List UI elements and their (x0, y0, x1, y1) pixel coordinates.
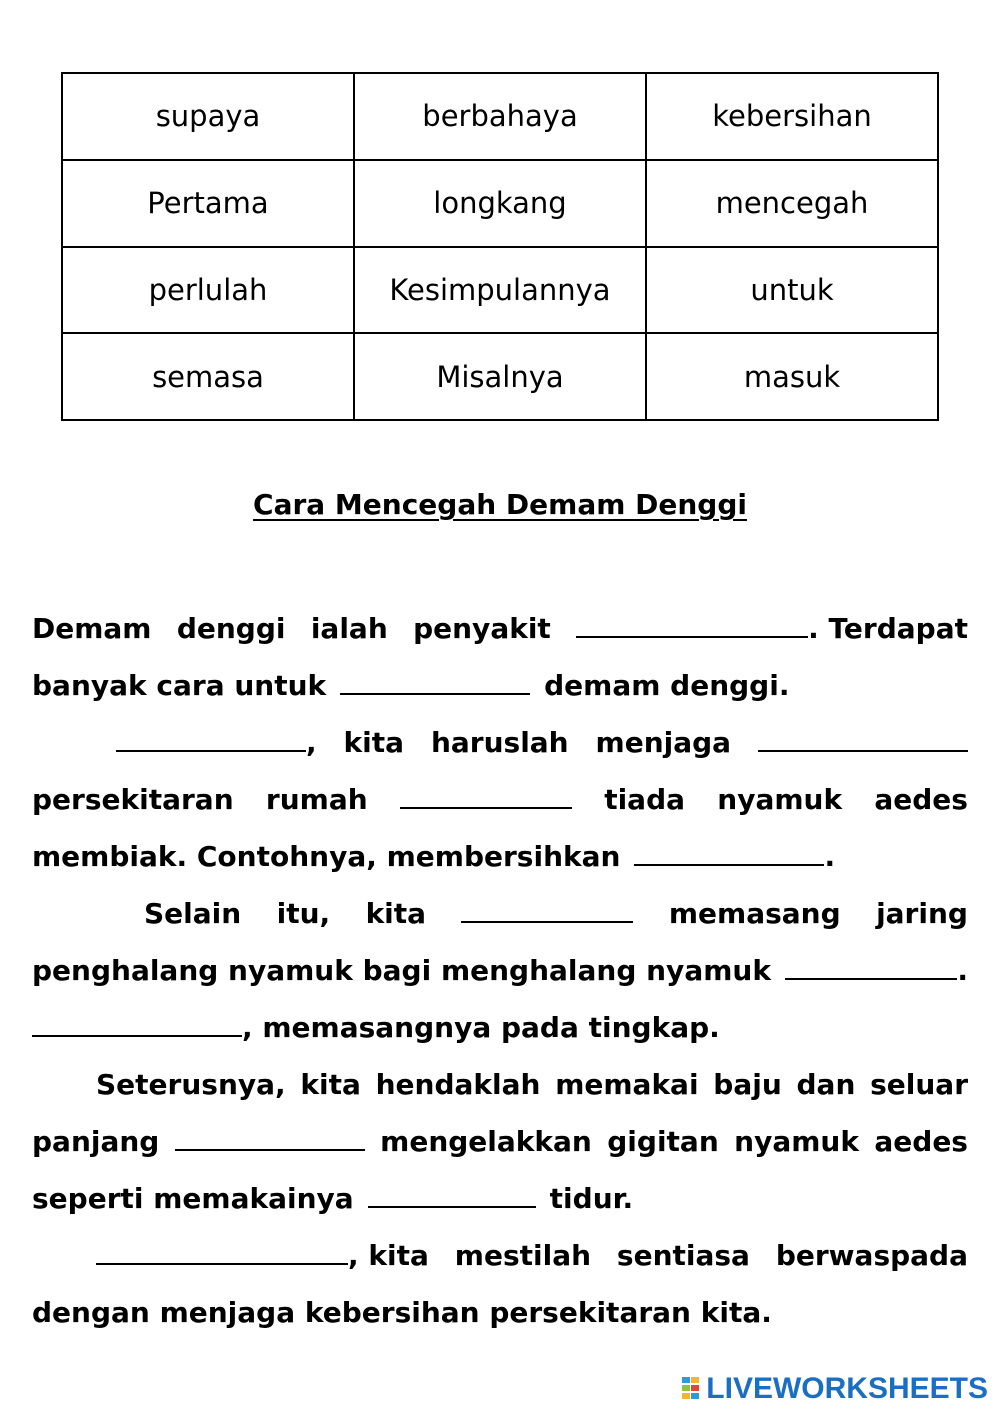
text: haruslah (430, 726, 569, 759)
text: gigitan (607, 1125, 719, 1158)
text: kita (365, 897, 427, 930)
answer-blank-5[interactable] (400, 771, 572, 809)
text: mestilah (454, 1239, 592, 1272)
passage-line (32, 600, 968, 657)
text: jaring (876, 897, 968, 930)
text: penghalang nyamuk bagi menghalang nyamuk (32, 954, 771, 987)
text: ialah (310, 612, 388, 645)
answer-blank-9[interactable] (32, 999, 242, 1037)
word-bank-row (62, 160, 938, 247)
word-cell: kebersihan (646, 73, 938, 160)
text: kita (300, 1068, 361, 1101)
text: aedes (874, 783, 968, 816)
word-cell: longkang (354, 160, 646, 247)
word-cell: untuk (646, 247, 938, 334)
word-bank-row (62, 73, 938, 160)
word-cell: Kesimpulannya (354, 247, 646, 334)
text: seluar (870, 1068, 968, 1101)
passage-line (32, 1227, 968, 1284)
word-bank-table (61, 72, 939, 421)
answer-blank-3[interactable] (116, 714, 306, 752)
text: berwaspada (775, 1239, 968, 1272)
text: baju (713, 1068, 782, 1101)
passage-title: Cara Mencegah Demam Denggi (253, 488, 747, 521)
answer-blank-4[interactable] (758, 714, 968, 752)
text: nyamuk (734, 1125, 859, 1158)
answer-blank-6[interactable] (634, 828, 824, 866)
word-cell: masuk (646, 333, 938, 420)
word-bank-row (62, 247, 938, 334)
passage-line (32, 771, 968, 828)
word-cell: perlulah (62, 247, 354, 334)
text: menjaga (595, 726, 732, 759)
answer-blank-10[interactable] (175, 1113, 365, 1151)
answer-blank-8[interactable] (785, 942, 957, 980)
text: membiak. Contohnya, membersihkan (32, 840, 621, 873)
passage-line (32, 1056, 968, 1113)
passage-line (32, 885, 968, 942)
logo-text: LIVEWORKSHEETS (706, 1372, 988, 1405)
text: sentiasa (616, 1239, 750, 1272)
text: rumah (265, 783, 368, 816)
answer-blank-2[interactable] (340, 657, 530, 695)
word-cell: Pertama (62, 160, 354, 247)
answer-blank-12[interactable] (96, 1227, 348, 1265)
passage-line (32, 1284, 968, 1341)
word-cell: supaya (62, 73, 354, 160)
text: dan (796, 1068, 856, 1101)
text: Seterusnya, (96, 1068, 286, 1101)
answer-blank-11[interactable] (368, 1170, 536, 1208)
text: . (957, 954, 968, 987)
text: , (116, 714, 317, 771)
passage-line (32, 1170, 968, 1227)
text: hendaklah (375, 1068, 541, 1101)
text: tiada (604, 783, 686, 816)
text: denggi (176, 612, 286, 645)
text: Selain (144, 897, 242, 930)
word-cell: semasa (62, 333, 354, 420)
text: , kita (96, 1227, 429, 1284)
passage-line (32, 657, 968, 714)
text: Demam (32, 612, 152, 645)
text: nyamuk (717, 783, 843, 816)
text: dengan menjaga kebersihan persekitaran kita. (32, 1296, 772, 1329)
answer-blank-1[interactable] (576, 600, 808, 638)
text: memasang (668, 897, 841, 930)
word-cell: Misalnya (354, 333, 646, 420)
text: seperti memakainya (32, 1182, 354, 1215)
passage-line (32, 828, 968, 885)
text: persekitaran (32, 783, 234, 816)
text: . (824, 840, 836, 873)
text: , memasangnya pada tingkap. (242, 1011, 720, 1044)
liveworksheets-logo (682, 1372, 988, 1406)
passage-line (32, 999, 968, 1056)
text: panjang (32, 1125, 160, 1158)
passage (32, 600, 968, 1341)
text: memakai (555, 1068, 699, 1101)
passage-line (32, 714, 968, 771)
text: tidur. (549, 1182, 634, 1215)
text: mengelakkan (380, 1125, 592, 1158)
word-cell: mencegah (646, 160, 938, 247)
answer-blank-7[interactable] (461, 885, 633, 923)
passage-line (32, 1113, 968, 1170)
text: . Terdapat (576, 600, 968, 657)
text: penyakit (413, 612, 551, 645)
text: aedes (874, 1125, 968, 1158)
text: demam denggi. (544, 669, 790, 702)
passage-line (32, 942, 968, 999)
liveworksheets-logo-icon (682, 1375, 704, 1403)
text: banyak cara untuk (32, 669, 327, 702)
text: kita (343, 726, 405, 759)
word-bank-row (62, 333, 938, 420)
word-cell: berbahaya (354, 73, 646, 160)
text: itu, (276, 897, 331, 930)
